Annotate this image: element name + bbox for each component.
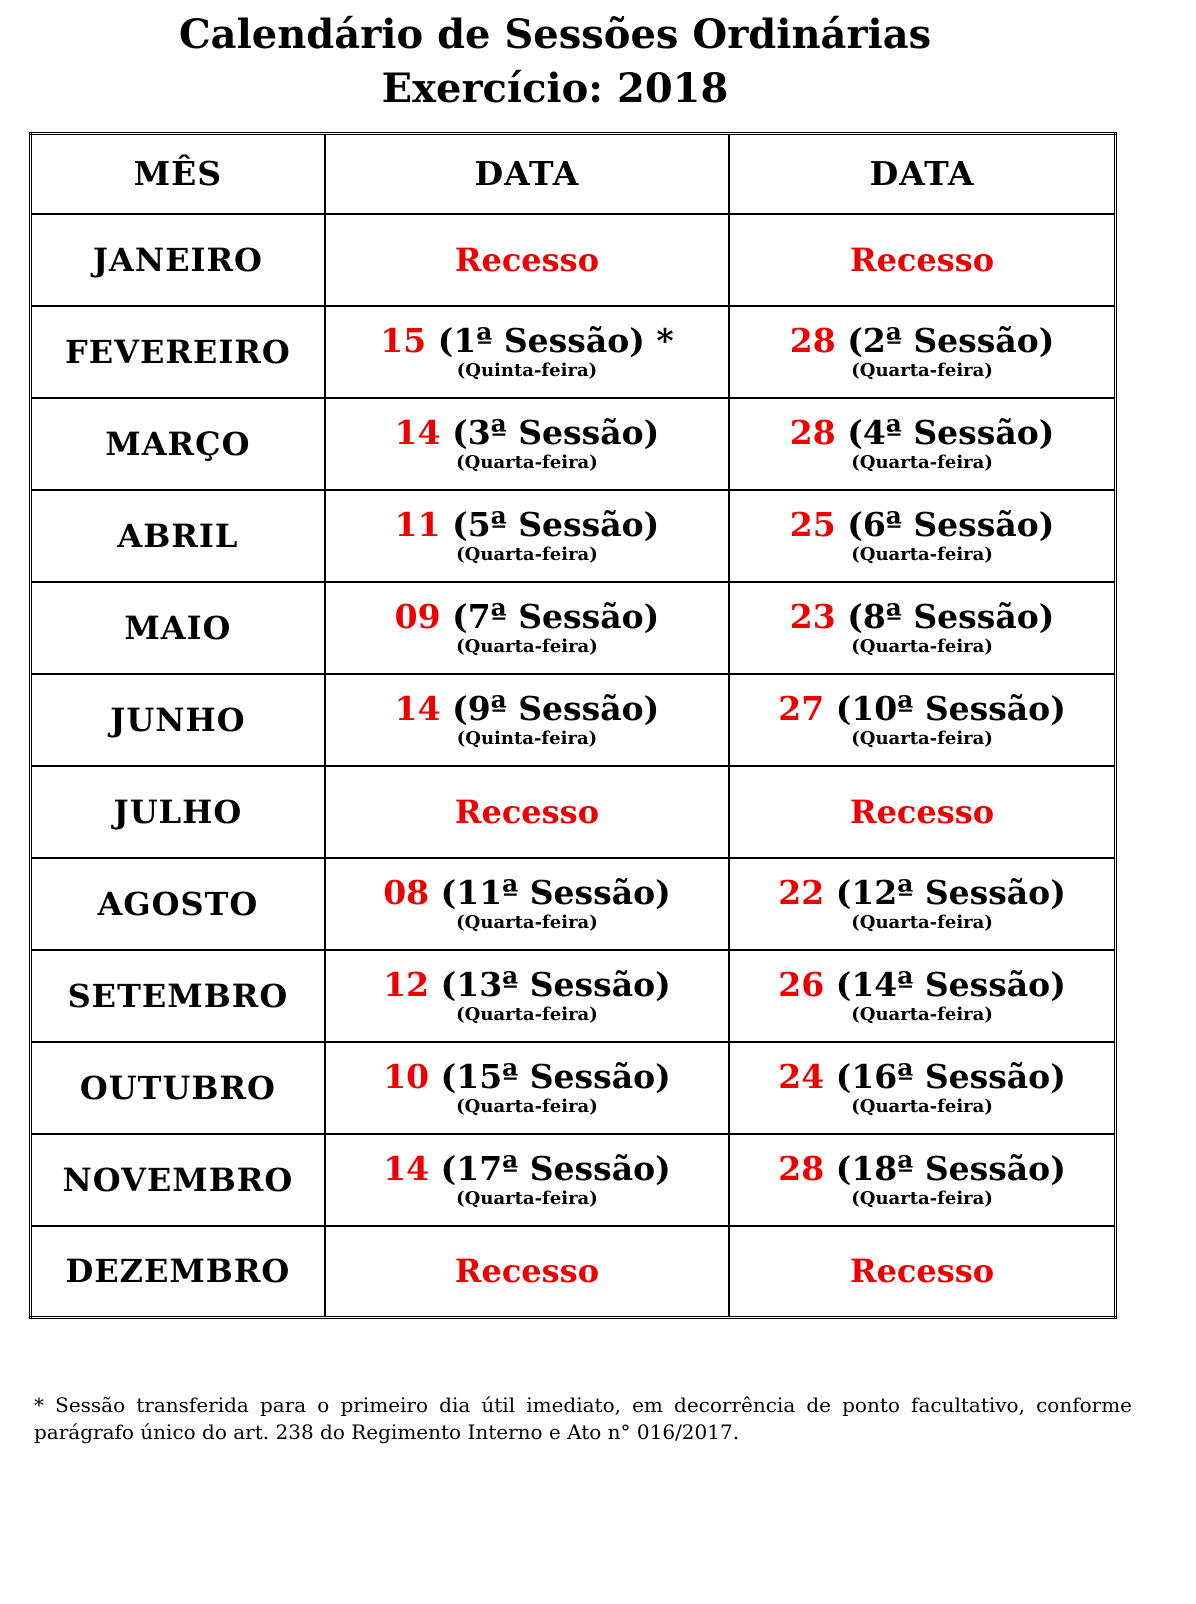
date-cell-1	[325, 582, 729, 674]
session-weekday: (Quarta-feira)	[851, 543, 993, 565]
session-weekday: (Quarta-feira)	[456, 1003, 598, 1025]
date-cell-1	[325, 674, 729, 766]
table-row	[31, 1226, 1116, 1318]
date-cell-1	[325, 1042, 729, 1134]
month-cell: MARÇO	[31, 398, 325, 490]
session-weekday: (Quarta-feira)	[456, 1095, 598, 1117]
sessions-calendar-table	[29, 132, 1117, 1319]
month-cell: ABRIL	[31, 490, 325, 582]
session-day: 24	[778, 1056, 825, 1096]
session-weekday: (Quarta-feira)	[456, 543, 598, 565]
session-number: (6ª Sessão)	[835, 504, 1055, 544]
session-line	[730, 1058, 1114, 1096]
date-cell-2	[729, 306, 1115, 398]
table-header-row	[31, 134, 1116, 214]
page-title	[0, 8, 1110, 116]
session-number: (11ª Sessão)	[429, 872, 671, 912]
date-cell-1	[325, 398, 729, 490]
session-line	[326, 506, 728, 544]
session-number: (16ª Sessão)	[824, 1056, 1066, 1096]
session-day: 28	[778, 1148, 825, 1188]
footnote: * Sessão transferida para o primeiro dia útil imediato, em decorrência de ponto facultativo, conforme parágrafo único do art. 238 do Regimento Interno e Ato n° 016/2017.	[34, 1393, 1132, 1444]
table-row	[31, 490, 1116, 582]
date-cell-2	[729, 490, 1115, 582]
month-cell: MAIO	[31, 582, 325, 674]
session-number: (10ª Sessão)	[824, 688, 1066, 728]
session-line	[326, 1150, 728, 1188]
session-number: (3ª Sessão)	[440, 412, 660, 452]
session-day: 14	[394, 688, 441, 728]
month-cell: DEZEMBRO	[31, 1226, 325, 1318]
session-line	[730, 506, 1114, 544]
session-weekday: (Quarta-feira)	[851, 1095, 993, 1117]
title-line-1: Calendário de Sessões Ordinárias	[178, 11, 932, 58]
table-row	[31, 1042, 1116, 1134]
session-day: 14	[383, 1148, 430, 1188]
recess-label: Recesso	[454, 240, 600, 279]
session-line	[326, 322, 728, 360]
session-day: 28	[789, 320, 836, 360]
session-line	[730, 414, 1114, 452]
session-weekday: (Quarta-feira)	[456, 451, 598, 473]
session-number: (4ª Sessão)	[835, 412, 1055, 452]
session-line	[326, 1058, 728, 1096]
table-row	[31, 582, 1116, 674]
recess-label: Recesso	[849, 240, 995, 279]
session-number: (18ª Sessão)	[824, 1148, 1066, 1188]
table-row	[31, 766, 1116, 858]
date-cell-1	[325, 766, 729, 858]
session-weekday: (Quarta-feira)	[456, 911, 598, 933]
session-weekday: (Quarta-feira)	[456, 635, 598, 657]
table-row	[31, 950, 1116, 1042]
date-cell-1	[325, 858, 729, 950]
session-number: (2ª Sessão)	[835, 320, 1055, 360]
session-number: (8ª Sessão)	[835, 596, 1055, 636]
recess-label: Recesso	[849, 792, 995, 831]
session-weekday: (Quinta-feira)	[456, 359, 598, 381]
session-number: (13ª Sessão)	[429, 964, 671, 1004]
date-cell-2	[729, 858, 1115, 950]
session-number: (5ª Sessão)	[440, 504, 660, 544]
session-day: 26	[778, 964, 825, 1004]
session-number: (9ª Sessão)	[440, 688, 660, 728]
date-cell-2	[729, 950, 1115, 1042]
date-cell-1	[325, 490, 729, 582]
header-month: MÊS	[31, 134, 325, 214]
session-line	[326, 690, 728, 728]
session-weekday: (Quarta-feira)	[851, 1003, 993, 1025]
session-number: (17ª Sessão)	[429, 1148, 671, 1188]
table-row	[31, 306, 1116, 398]
date-cell-2	[729, 398, 1115, 490]
session-day: 14	[394, 412, 441, 452]
month-cell: SETEMBRO	[31, 950, 325, 1042]
session-line	[326, 874, 728, 912]
session-day: 25	[789, 504, 836, 544]
month-cell: JULHO	[31, 766, 325, 858]
session-number: (14ª Sessão)	[824, 964, 1066, 1004]
table-row	[31, 398, 1116, 490]
session-day: 28	[789, 412, 836, 452]
header-date-2: DATA	[729, 134, 1115, 214]
recess-label: Recesso	[849, 1252, 995, 1291]
date-cell-1	[325, 1226, 729, 1318]
session-line	[730, 874, 1114, 912]
date-cell-2	[729, 1134, 1115, 1226]
table-row	[31, 214, 1116, 306]
session-weekday: (Quarta-feira)	[851, 451, 993, 473]
month-cell: OUTUBRO	[31, 1042, 325, 1134]
session-weekday: (Quinta-feira)	[456, 727, 598, 749]
session-day: 23	[789, 596, 836, 636]
date-cell-1	[325, 1134, 729, 1226]
date-cell-2	[729, 766, 1115, 858]
session-day: 12	[383, 964, 430, 1004]
date-cell-1	[325, 950, 729, 1042]
session-day: 27	[778, 688, 825, 728]
date-cell-2	[729, 1042, 1115, 1134]
title-line-2: Exercício: 2018	[381, 65, 729, 112]
session-line	[730, 598, 1114, 636]
date-cell-1	[325, 214, 729, 306]
header-date-1: DATA	[325, 134, 729, 214]
month-cell: NOVEMBRO	[31, 1134, 325, 1226]
date-cell-1	[325, 306, 729, 398]
session-day: 08	[383, 872, 430, 912]
session-day: 15	[380, 320, 427, 360]
month-cell: AGOSTO	[31, 858, 325, 950]
calendar-body	[31, 214, 1116, 1318]
session-weekday: (Quarta-feira)	[851, 635, 993, 657]
session-line	[326, 414, 728, 452]
session-line	[730, 1150, 1114, 1188]
session-line	[326, 598, 728, 636]
table-row	[31, 674, 1116, 766]
session-day: 10	[383, 1056, 430, 1096]
session-day: 22	[778, 872, 825, 912]
session-line	[730, 966, 1114, 1004]
session-weekday: (Quarta-feira)	[851, 1187, 993, 1209]
session-weekday: (Quarta-feira)	[456, 1187, 598, 1209]
month-cell: FEVEREIRO	[31, 306, 325, 398]
session-weekday: (Quarta-feira)	[851, 359, 993, 381]
session-weekday: (Quarta-feira)	[851, 911, 993, 933]
session-weekday: (Quarta-feira)	[851, 727, 993, 749]
date-cell-2	[729, 582, 1115, 674]
recess-label: Recesso	[454, 792, 600, 831]
session-day: 09	[394, 596, 441, 636]
session-line	[730, 322, 1114, 360]
session-number: (1ª Sessão) *	[426, 320, 674, 360]
session-line	[326, 966, 728, 1004]
session-number: (15ª Sessão)	[429, 1056, 671, 1096]
date-cell-2	[729, 214, 1115, 306]
table-row	[31, 1134, 1116, 1226]
date-cell-2	[729, 674, 1115, 766]
session-number: (12ª Sessão)	[824, 872, 1066, 912]
month-cell: JANEIRO	[31, 214, 325, 306]
date-cell-2	[729, 1226, 1115, 1318]
session-number: (7ª Sessão)	[440, 596, 660, 636]
recess-label: Recesso	[454, 1252, 600, 1291]
table-row	[31, 858, 1116, 950]
session-line	[730, 690, 1114, 728]
month-cell: JUNHO	[31, 674, 325, 766]
session-day: 11	[394, 504, 441, 544]
